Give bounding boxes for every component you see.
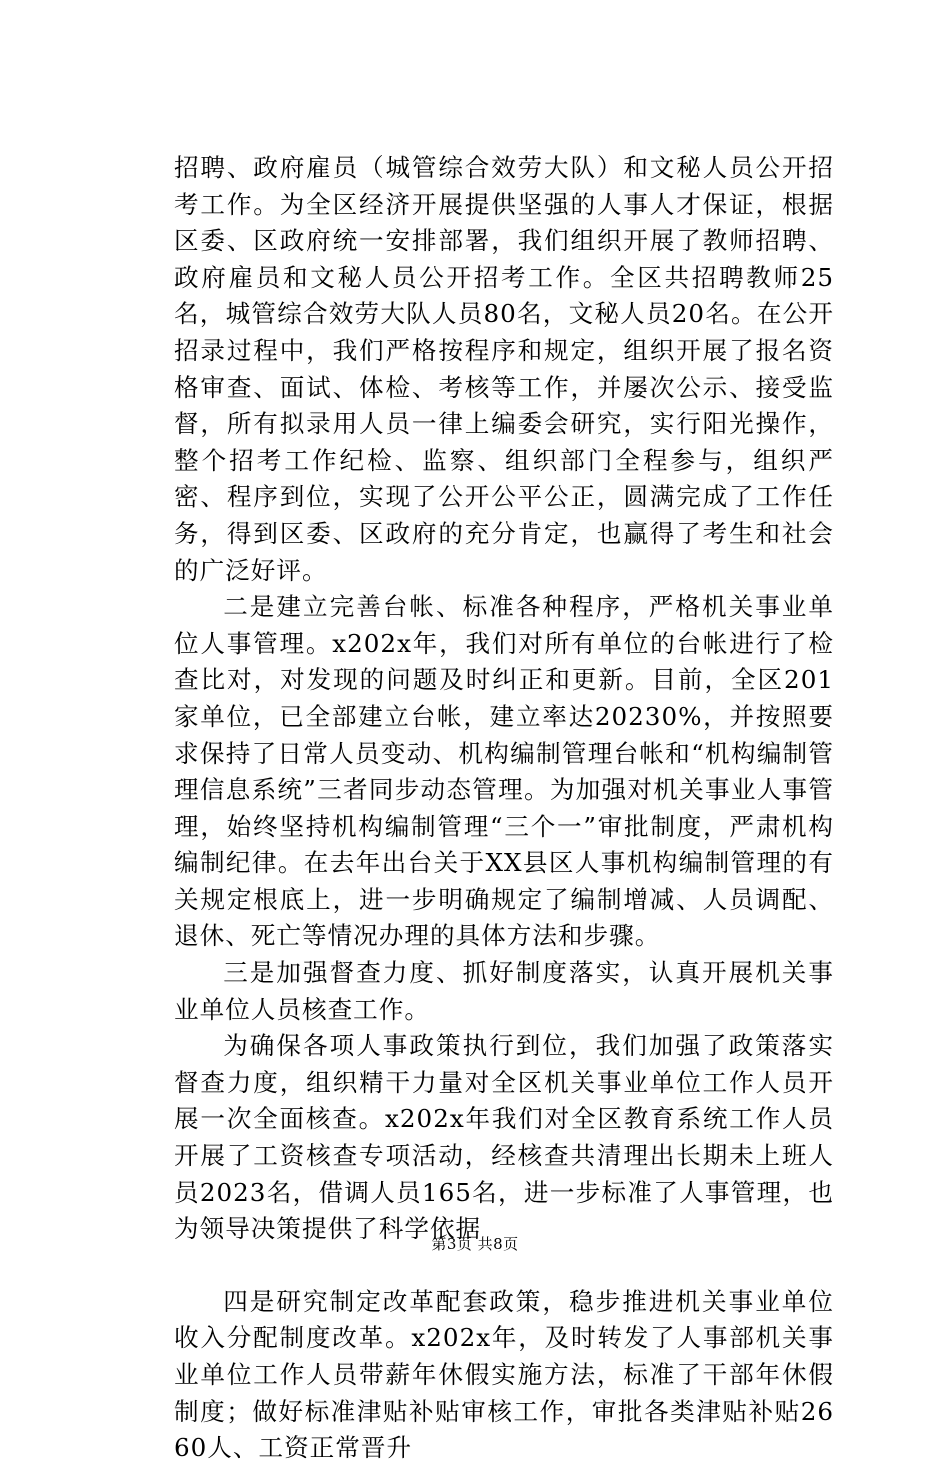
document-body (174, 150, 834, 1467)
paragraph-recruitment: 招聘、政府雇员（城管综合效劳大队）和文秘人员公开招考工作。为全区经济开展提供坚强的人事人才保证，根据区委、区政府统一安排部署，我们组织开展了教师招聘、政府雇员和文秘人员公开招考工作。全区共招聘教师25名，城管综合效劳大队人员80名，文秘人员20名。在公开招录过程中，我们严格按程序和规定，组织开展了报名资格审查、面试、体检、考核等工作，并屡次公示、接受监督，所有拟录用人员一律上编委会研究，实行阳光操作，整个招考工作纪检、监察、组织部门全程参与，组织严密、程序到位，实现了公开公平公正，圆满完成了工作任务，得到区委、区政府的充分肯定，也赢得了考生和社会的广泛好评。 (174, 153, 834, 585)
paragraph-inspection-detail: 为确保各项人事政策执行到位，我们加强了政策落实督查力度，组织精干力量对全区机关事业单位工作人员开展一次全面核查。x202x年我们对全区教育系统工作人员开展了工资核查专项活动，经核查共清理出长期未上班人员2023名，借调人员165名，进一步标准了人事管理，也为领导决策提供了科学依据 (174, 1031, 834, 1244)
paragraph-ledger-management: 二是建立完善台帐、标准各种程序，严格机关事业单位人事管理。x202x年，我们对所有单位的台帐进行了检查比对，对发现的问题及时纠正和更新。目前，全区201家单位，已全部建立台帐，建立率达20230%，并按照要求保持了日常人员变动、机构编制管理台帐和“机构编制管理信息系统”三者同步动态管理。为加强对机关事业人事管理，始终坚持机构编制管理“三个一”审批制度，严肃机构编制纪律。在去年出台关于XX县区人事机构编制管理的有关规定根底上，进一步明确规定了编制增减、人员调配、退休、死亡等情况办理的具体方法和步骤。 (174, 592, 834, 951)
paragraph-inspection-heading: 三是加强督查力度、抓好制度落实，认真开展机关事业单位人员核查工作。 (174, 958, 834, 1024)
paragraph-income-reform: 四是研究制定改革配套政策，稳步推进机关事业单位收入分配制度改革。x202x年，及时转发了人事部机关事业单位工作人员带薪年休假实施方法，标准了干部年休假制度；做好标准津贴补贴审核工作，审批各类津贴补贴2660人、工资正常晋升 (174, 1286, 834, 1463)
page-footer: 第3页 共8页 (431, 1235, 519, 1253)
